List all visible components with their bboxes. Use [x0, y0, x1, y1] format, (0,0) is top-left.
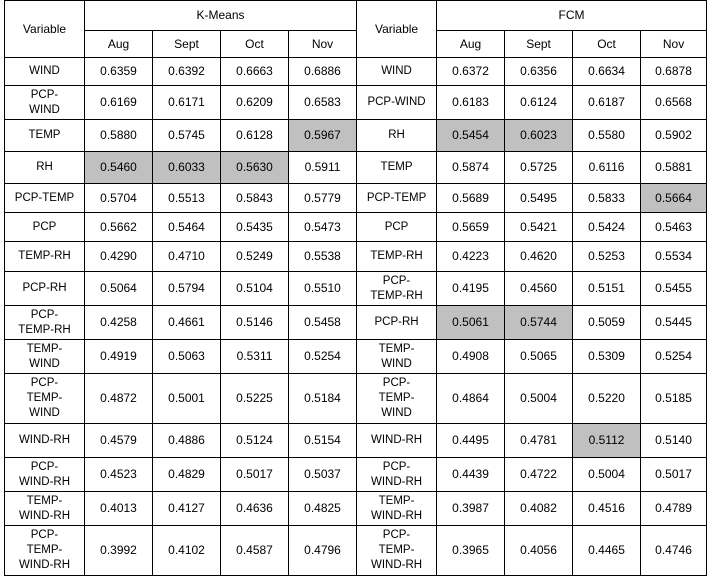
table-row: [5, 242, 707, 272]
fcm-variable-cell: [357, 374, 437, 424]
header-fcm: FCM: [437, 1, 707, 31]
kmeans-value-cell: 0.4796: [289, 526, 357, 576]
kmeans-variable-cell: [5, 272, 85, 306]
kmeans-value-cell: 0.5460: [85, 152, 153, 184]
variable-name-line: PCP-: [30, 529, 59, 541]
kmeans-value-cell: 0.5513: [153, 184, 221, 213]
fcm-variable-cell: [357, 184, 437, 213]
variable-name-line: WIND: [29, 407, 60, 419]
kmeans-variable-cell: [5, 526, 85, 576]
kmeans-value-cell: 0.6171: [153, 86, 221, 120]
kmeans-value-cell: 0.5037: [289, 458, 357, 492]
fcm-value-cell: 0.4864: [437, 374, 505, 424]
kmeans-variable-cell: [5, 152, 85, 184]
kmeans-value-cell: 0.5311: [221, 340, 289, 374]
table-row: [5, 458, 707, 492]
kmeans-value-cell: 0.6359: [85, 58, 153, 86]
fcm-value-cell: 0.4465: [573, 526, 641, 576]
kmeans-value-cell: 0.5967: [289, 120, 357, 152]
fcm-value-cell: 0.5455: [641, 272, 707, 306]
variable-name-line: WIND: [29, 357, 60, 370]
kmeans-value-cell: 0.6663: [221, 58, 289, 86]
header-month: Sept: [505, 31, 573, 58]
variable-name-line: TEMP-: [378, 342, 415, 355]
fcm-value-cell: 0.4439: [437, 458, 505, 492]
kmeans-value-cell: 0.5630: [221, 152, 289, 184]
kmeans-value-cell: 0.5249: [221, 242, 289, 272]
variable-name-line: WIND: [29, 103, 60, 116]
variable-name-line: PCP-: [30, 88, 59, 101]
fcm-value-cell: 0.5833: [573, 184, 641, 213]
kmeans-value-cell: 0.5843: [221, 184, 289, 213]
fcm-value-cell: 0.4722: [505, 458, 573, 492]
variable-name-line: TEMP-: [378, 392, 415, 404]
fcm-value-cell: 0.5309: [573, 340, 641, 374]
header-month: Sept: [153, 31, 221, 58]
fcm-value-cell: 0.3987: [437, 492, 505, 526]
header-month: Oct: [573, 31, 641, 58]
fcm-value-cell: 0.5659: [437, 213, 505, 242]
kmeans-value-cell: 0.6128: [221, 120, 289, 152]
variable-name-line: TEMP-RH: [370, 250, 423, 262]
variable-name-line: PCP-TEMP: [366, 191, 427, 204]
kmeans-value-cell: 0.5464: [153, 213, 221, 242]
variable-name-line: PCP-RH: [22, 282, 67, 294]
fcm-value-cell: 0.5112: [573, 424, 641, 458]
variable-name-line: TEMP-RH: [18, 250, 71, 262]
fcm-value-cell: 0.6023: [505, 120, 573, 152]
fcm-value-cell: 0.5902: [641, 120, 707, 152]
kmeans-value-cell: 0.4013: [85, 492, 153, 526]
variable-name-line: PCP: [32, 220, 57, 233]
fcm-value-cell: 0.4195: [437, 272, 505, 306]
kmeans-value-cell: 0.5435: [221, 213, 289, 242]
kmeans-value-cell: 0.6033: [153, 152, 221, 184]
kmeans-value-cell: 0.5510: [289, 272, 357, 306]
kmeans-value-cell: 0.4872: [85, 374, 153, 424]
variable-name-line: WIND-RH: [18, 559, 71, 571]
kmeans-value-cell: 0.4661: [153, 306, 221, 340]
fcm-variable-cell: [357, 492, 437, 526]
header-month: Aug: [85, 31, 153, 58]
variable-name-line: PCP-: [30, 308, 59, 321]
kmeans-value-cell: 0.5704: [85, 184, 153, 213]
kmeans-value-cell: 0.4710: [153, 242, 221, 272]
fcm-value-cell: 0.5421: [505, 213, 573, 242]
kmeans-value-cell: 0.5063: [153, 340, 221, 374]
header-row-months: [5, 31, 707, 58]
variable-name-line: WIND-RH: [18, 434, 71, 446]
header-variable-kmeans: Variable: [5, 1, 85, 58]
results-table-container: [4, 0, 706, 576]
kmeans-value-cell: 0.3992: [85, 526, 153, 576]
fcm-value-cell: 0.4495: [437, 424, 505, 458]
kmeans-value-cell: 0.6583: [289, 86, 357, 120]
kmeans-value-cell: 0.5662: [85, 213, 153, 242]
fcm-value-cell: 0.5059: [573, 306, 641, 340]
fcm-value-cell: 0.5689: [437, 184, 505, 213]
fcm-value-cell: 0.5253: [573, 242, 641, 272]
kmeans-variable-cell: [5, 458, 85, 492]
fcm-variable-cell: [357, 58, 437, 86]
header-month: Nov: [289, 31, 357, 58]
fcm-variable-cell: [357, 120, 437, 152]
table-row: [5, 306, 707, 340]
fcm-value-cell: 0.6116: [573, 152, 641, 184]
kmeans-value-cell: 0.4290: [85, 242, 153, 272]
fcm-value-cell: 0.5445: [641, 306, 707, 340]
variable-name-line: PCP-TEMP: [14, 191, 75, 204]
kmeans-variable-cell: [5, 374, 85, 424]
fcm-value-cell: 0.5580: [573, 120, 641, 152]
fcm-value-cell: 0.5004: [573, 458, 641, 492]
fcm-value-cell: 0.4056: [505, 526, 573, 576]
fcm-value-cell: 0.5151: [573, 272, 641, 306]
variable-name-line: PCP-: [382, 529, 411, 541]
kmeans-value-cell: 0.5017: [221, 458, 289, 492]
variable-name-line: WIND-RH: [18, 509, 71, 522]
fcm-value-cell: 0.5017: [641, 458, 707, 492]
fcm-variable-cell: [357, 340, 437, 374]
table-row: [5, 492, 707, 526]
kmeans-value-cell: 0.5146: [221, 306, 289, 340]
fcm-value-cell: 0.4620: [505, 242, 573, 272]
kmeans-value-cell: 0.5104: [221, 272, 289, 306]
fcm-value-cell: 0.6878: [641, 58, 707, 86]
fcm-value-cell: 0.4082: [505, 492, 573, 526]
fcm-value-cell: 0.6124: [505, 86, 573, 120]
kmeans-value-cell: 0.5911: [289, 152, 357, 184]
table-body: [5, 58, 707, 576]
fcm-variable-cell: [357, 458, 437, 492]
kmeans-value-cell: 0.4102: [153, 526, 221, 576]
fcm-value-cell: 0.5185: [641, 374, 707, 424]
fcm-value-cell: 0.5534: [641, 242, 707, 272]
kmeans-value-cell: 0.4886: [153, 424, 221, 458]
fcm-value-cell: 0.5874: [437, 152, 505, 184]
table-row: [5, 213, 707, 242]
table-row: [5, 86, 707, 120]
fcm-value-cell: 0.6187: [573, 86, 641, 120]
fcm-value-cell: 0.5463: [641, 213, 707, 242]
variable-name-line: PCP-: [382, 460, 411, 473]
fcm-variable-cell: [357, 424, 437, 458]
table-row: [5, 424, 707, 458]
variable-name-line: PCP-: [382, 377, 411, 389]
variable-name-line: TEMP-: [26, 544, 63, 556]
kmeans-variable-cell: [5, 120, 85, 152]
results-table: [4, 0, 707, 576]
kmeans-value-cell: 0.4636: [221, 492, 289, 526]
kmeans-value-cell: 0.4919: [85, 340, 153, 374]
kmeans-value-cell: 0.4127: [153, 492, 221, 526]
kmeans-value-cell: 0.5254: [289, 340, 357, 374]
variable-name-line: TEMP-: [26, 342, 63, 355]
kmeans-variable-cell: [5, 86, 85, 120]
kmeans-variable-cell: [5, 492, 85, 526]
kmeans-value-cell: 0.5225: [221, 374, 289, 424]
variable-name-line: PCP: [384, 220, 409, 233]
fcm-value-cell: 0.6356: [505, 58, 573, 86]
fcm-value-cell: 0.4908: [437, 340, 505, 374]
fcm-value-cell: 0.5664: [641, 184, 707, 213]
kmeans-value-cell: 0.5458: [289, 306, 357, 340]
variable-name-line: WIND-RH: [370, 509, 423, 522]
variable-name-line: TEMP-: [378, 544, 415, 556]
table-row: [5, 184, 707, 213]
kmeans-value-cell: 0.6209: [221, 86, 289, 120]
kmeans-value-cell: 0.5745: [153, 120, 221, 152]
kmeans-value-cell: 0.5473: [289, 213, 357, 242]
fcm-value-cell: 0.4516: [573, 492, 641, 526]
kmeans-value-cell: 0.5794: [153, 272, 221, 306]
kmeans-value-cell: 0.4579: [85, 424, 153, 458]
fcm-value-cell: 0.5881: [641, 152, 707, 184]
fcm-value-cell: 0.5725: [505, 152, 573, 184]
header-row-methods: [5, 1, 707, 31]
variable-name-line: WIND-RH: [18, 475, 71, 488]
kmeans-value-cell: 0.5154: [289, 424, 357, 458]
variable-name-line: WIND: [381, 65, 412, 77]
table-row: [5, 120, 707, 152]
kmeans-value-cell: 0.4587: [221, 526, 289, 576]
fcm-value-cell: 0.5065: [505, 340, 573, 374]
variable-name-line: WIND: [29, 65, 60, 77]
fcm-value-cell: 0.4223: [437, 242, 505, 272]
variable-name-line: PCP-: [382, 274, 411, 287]
variable-name-line: PCP-: [30, 377, 59, 389]
fcm-value-cell: 0.4746: [641, 526, 707, 576]
kmeans-value-cell: 0.4258: [85, 306, 153, 340]
fcm-variable-cell: [357, 242, 437, 272]
kmeans-variable-cell: [5, 424, 85, 458]
header-month: Aug: [437, 31, 505, 58]
table-row: [5, 58, 707, 86]
kmeans-value-cell: 0.6392: [153, 58, 221, 86]
variable-name-line: PCP-RH: [374, 316, 419, 328]
table-row: [5, 374, 707, 424]
fcm-value-cell: 0.5495: [505, 184, 573, 213]
header-month: Oct: [221, 31, 289, 58]
fcm-value-cell: 0.6568: [641, 86, 707, 120]
kmeans-variable-cell: [5, 242, 85, 272]
variable-name-line: TEMP-RH: [370, 289, 423, 302]
fcm-value-cell: 0.5220: [573, 374, 641, 424]
fcm-value-cell: 0.5454: [437, 120, 505, 152]
kmeans-variable-cell: [5, 340, 85, 374]
table-row: [5, 340, 707, 374]
table-row: [5, 526, 707, 576]
variable-name-line: TEMP-RH: [18, 323, 71, 336]
kmeans-value-cell: 0.4829: [153, 458, 221, 492]
fcm-variable-cell: [357, 526, 437, 576]
kmeans-variable-cell: [5, 58, 85, 86]
kmeans-value-cell: 0.5124: [221, 424, 289, 458]
kmeans-variable-cell: [5, 213, 85, 242]
variable-name-line: WIND-RH: [370, 559, 423, 571]
fcm-value-cell: 0.4781: [505, 424, 573, 458]
fcm-value-cell: 0.5140: [641, 424, 707, 458]
kmeans-value-cell: 0.4825: [289, 492, 357, 526]
kmeans-value-cell: 0.6886: [289, 58, 357, 86]
fcm-value-cell: 0.5061: [437, 306, 505, 340]
kmeans-value-cell: 0.5779: [289, 184, 357, 213]
table-row: [5, 152, 707, 184]
variable-name-line: RH: [36, 161, 53, 173]
variable-name-line: PCP-WIND: [367, 96, 426, 108]
fcm-value-cell: 0.4789: [641, 492, 707, 526]
kmeans-value-cell: 0.5880: [85, 120, 153, 152]
kmeans-value-cell: 0.5538: [289, 242, 357, 272]
fcm-variable-cell: [357, 306, 437, 340]
variable-name-line: TEMP-: [378, 494, 415, 507]
kmeans-variable-cell: [5, 306, 85, 340]
header-kmeans: K-Means: [85, 1, 357, 31]
header-month: Nov: [641, 31, 707, 58]
header-variable-fcm: Variable: [357, 1, 437, 58]
kmeans-value-cell: 0.5001: [153, 374, 221, 424]
variable-name-line: TEMP-: [26, 494, 63, 507]
variable-name-line: TEMP: [28, 129, 61, 141]
variable-name-line: TEMP-: [26, 392, 63, 404]
variable-name-line: RH: [388, 129, 405, 141]
variable-name-line: WIND: [381, 407, 412, 419]
kmeans-variable-cell: [5, 184, 85, 213]
variable-name-line: PCP-: [30, 460, 59, 473]
fcm-value-cell: 0.5004: [505, 374, 573, 424]
kmeans-value-cell: 0.4523: [85, 458, 153, 492]
fcm-value-cell: 0.6634: [573, 58, 641, 86]
kmeans-value-cell: 0.5184: [289, 374, 357, 424]
fcm-value-cell: 0.5424: [573, 213, 641, 242]
kmeans-value-cell: 0.5064: [85, 272, 153, 306]
fcm-value-cell: 0.3965: [437, 526, 505, 576]
fcm-variable-cell: [357, 213, 437, 242]
fcm-variable-cell: [357, 152, 437, 184]
table-row: [5, 272, 707, 306]
variable-name-line: WIND: [381, 357, 412, 370]
variable-name-line: TEMP: [380, 161, 413, 173]
fcm-value-cell: 0.6372: [437, 58, 505, 86]
fcm-variable-cell: [357, 272, 437, 306]
fcm-value-cell: 0.5744: [505, 306, 573, 340]
kmeans-value-cell: 0.6169: [85, 86, 153, 120]
fcm-value-cell: 0.6183: [437, 86, 505, 120]
variable-name-line: WIND-RH: [370, 434, 423, 446]
fcm-variable-cell: [357, 86, 437, 120]
fcm-value-cell: 0.5254: [641, 340, 707, 374]
variable-name-line: WIND-RH: [370, 475, 423, 488]
fcm-value-cell: 0.4560: [505, 272, 573, 306]
